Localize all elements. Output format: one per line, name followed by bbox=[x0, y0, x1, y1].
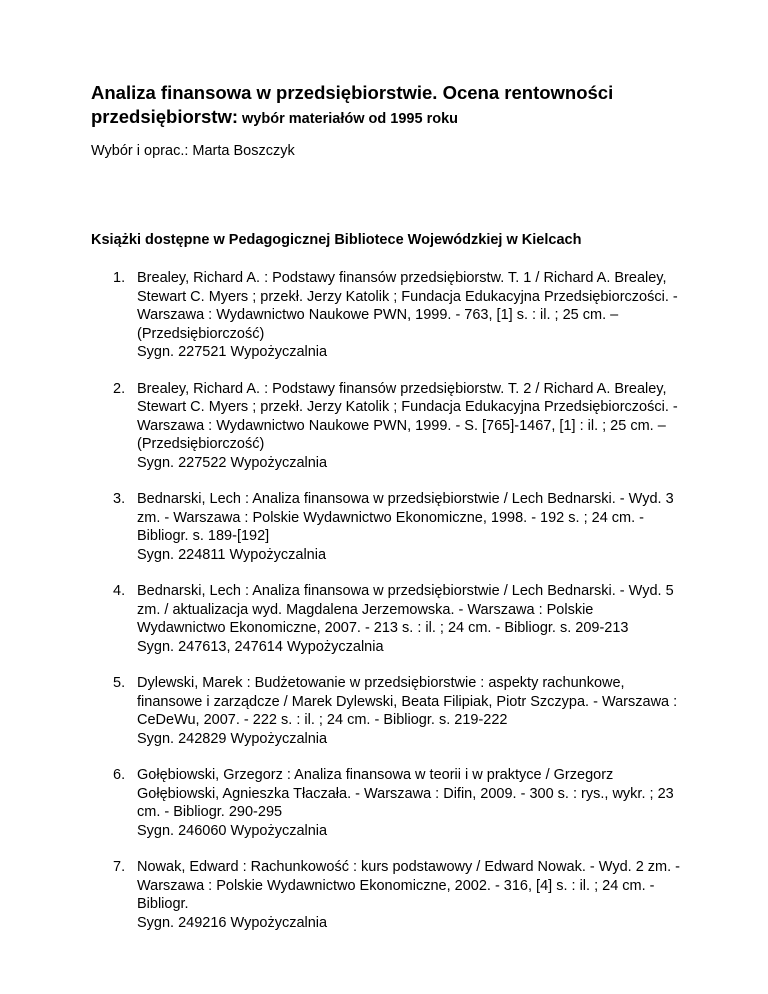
entry-signature: Sygn. 242829 Wypożyczalnia bbox=[137, 730, 328, 747]
entry-number: 7. bbox=[113, 859, 126, 875]
title-main: Analiza finansowa w przedsiębiorstwie. Ocena rentowności przedsiębiorstw: bbox=[91, 82, 614, 127]
entry-description: Bednarski, Lech : Analiza finansowa w przedsiębiorstwie / Lech Bednarski. - Wyd. 3 zm. - Warszawa : Polskie Wydawnictwo Ekonomiczne, 1998. - 192 s. ; 24 cm. - Bibliogr. s. 189-[192] bbox=[137, 491, 674, 544]
entry-number: 4. bbox=[113, 583, 126, 599]
entry-description: Nowak, Edward : Rachunkowość : kurs podstawowy / Edward Nowak. - Wyd. 2 zm. - Warszawa : Polskie Wydawnictwo Ekonomiczne, 2002. - 316, [4] s. : il. ; 24 cm. - Bibliogr. bbox=[137, 859, 681, 912]
entry-number: 3. bbox=[113, 491, 126, 507]
bibliography-entry-5 bbox=[91, 674, 681, 748]
entry-number: 6. bbox=[113, 767, 126, 783]
editor-line: Wybór i oprac.: Marta Boszczyk bbox=[91, 143, 295, 159]
entry-description: Dylewski, Marek : Budżetowanie w przedsiębiorstwie : aspekty rachunkowe, finansowe i zarządcze / Marek Dylewski, Beata Filipiak, Piotr Szczypa. - Warszawa : CeDeWu, 2007. - 222 s. : il. ; 24 cm. - Bibliogr. s. 219-222 bbox=[137, 675, 678, 728]
entry-number: 5. bbox=[113, 675, 126, 691]
bibliography-entry-3 bbox=[91, 490, 681, 564]
entry-description: Brealey, Richard A. : Podstawy finansów przedsiębiorstw. T. 2 / Richard A. Brealey, Stewart C. Myers ; przekł. Jerzy Katolik ; Fundacja Edukacyjna Przedsiębiorczości. - Warszawa : Wydawnictwo Naukowe PWN, 1999. - S. [765]-1467, [1] : il. ; 25 cm. – (Przedsiębiorczość) bbox=[137, 380, 678, 452]
bibliography-entry-7 bbox=[91, 858, 681, 932]
entry-description: Brealey, Richard A. : Podstawy finansów przedsiębiorstw. T. 1 / Richard A. Brealey, Stewart C. Myers ; przekł. Jerzy Katolik ; Fundacja Edukacyjna Przedsiębiorczości. - Warszawa : Wydawnictwo Naukowe PWN, 1999. - 763, [1] s. : il. ; 25 cm. – (Przedsiębiorczość) bbox=[137, 270, 678, 342]
entry-signature: Sygn. 246060 Wypożyczalnia bbox=[137, 822, 328, 839]
entry-number: 2. bbox=[113, 380, 126, 397]
entry-signature: Sygn. 249216 Wypożyczalnia bbox=[137, 914, 328, 931]
section-heading: Książki dostępne w Pedagogicznej Bibliotece Wojewódzkiej w Kielcach bbox=[91, 232, 582, 248]
bibliography-entry-2 bbox=[91, 380, 681, 473]
title-subtitle: wybór materiałów od 1995 roku bbox=[238, 111, 458, 127]
bibliography-list bbox=[91, 269, 681, 950]
entry-description: Gołębiowski, Grzegorz : Analiza finansowa w teorii i w praktyce / Grzegorz Gołębiowski, Agnieszka Tłaczała. - Warszawa : Difin, 2009. - 300 s. : rys., wykr. ; 23 cm. - Bibliogr. 290-295 bbox=[137, 767, 674, 820]
bibliography-entry-6 bbox=[91, 766, 681, 840]
entry-signature: Sygn. 224811 Wypożyczalnia bbox=[137, 546, 327, 563]
bibliography-entry-4 bbox=[91, 582, 681, 656]
entry-signature: Sygn. 247613, 247614 Wypożyczalnia bbox=[137, 638, 384, 655]
bibliography-entry-1 bbox=[91, 269, 681, 362]
document-title bbox=[91, 81, 691, 131]
entry-description: Bednarski, Lech : Analiza finansowa w przedsiębiorstwie / Lech Bednarski. - Wyd. 5 zm. / aktualizacja wyd. Magdalena Jerzemowska. - Warszawa : Polskie Wydawnictwo Ekonomiczne, 2007. - 213 s. : il. ; 24 cm. - Bibliogr. s. 209-213 bbox=[137, 583, 674, 636]
entry-signature: Sygn. 227521 Wypożyczalnia bbox=[137, 344, 328, 360]
entry-number: 1. bbox=[113, 270, 126, 286]
entry-signature: Sygn. 227522 Wypożyczalnia bbox=[137, 454, 328, 471]
